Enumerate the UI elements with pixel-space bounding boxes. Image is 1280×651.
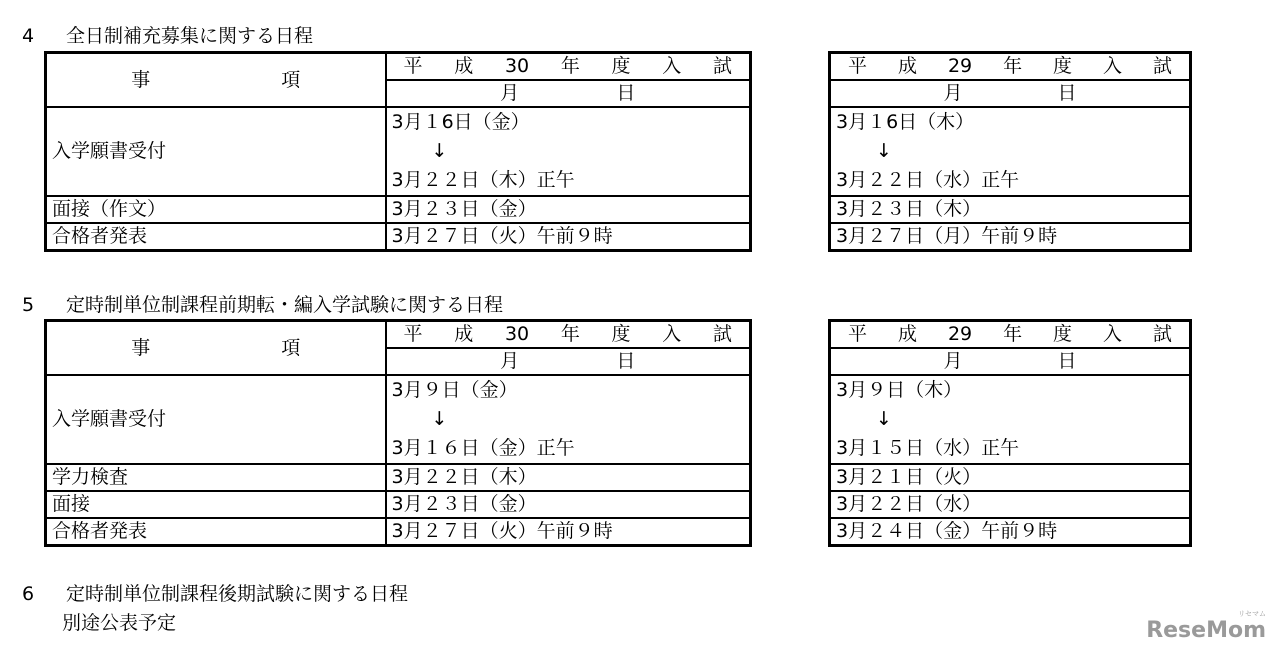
date-line: 3月９日（木） xyxy=(836,379,963,401)
table-row xyxy=(830,375,1191,464)
date-line: 3月９日（金） xyxy=(391,379,518,401)
date-header-char: 月 xyxy=(943,82,963,104)
item-label-cell: 入学願書受付 xyxy=(46,375,386,464)
year-header-char: 試 xyxy=(1152,55,1172,77)
year-header-char: 成 xyxy=(897,55,917,77)
year-header-char: 30 xyxy=(504,55,530,77)
item-label-cell: 面接 xyxy=(46,491,386,518)
date-line: 3月２１日（火） xyxy=(836,466,982,488)
schedule-table-current xyxy=(44,51,752,252)
date-cell xyxy=(830,375,1191,464)
logo-text: ReseMom xyxy=(1146,618,1266,643)
item-header-char: 事 xyxy=(131,336,151,359)
date-line: 3月１6日（木） xyxy=(836,111,975,133)
year-header-char: 年 xyxy=(1003,55,1023,77)
section-6-note: 別途公表予定 xyxy=(62,612,177,634)
item-label-cell: 面接（作文） xyxy=(46,196,386,223)
table-row xyxy=(830,107,1191,196)
table-row xyxy=(830,223,1191,251)
date-header-char: 日 xyxy=(616,82,636,104)
section-6-heading xyxy=(22,582,408,606)
item-header-cell xyxy=(46,321,386,376)
schedule-table-previous xyxy=(828,51,1192,252)
section-title: 定時制単位制課程後期試験に関する日程 xyxy=(66,583,409,605)
date-line: 3月１6日（金） xyxy=(391,111,530,133)
year-header-char: 試 xyxy=(1152,323,1172,345)
section-5-heading xyxy=(22,293,503,317)
date-header-char: 日 xyxy=(1057,350,1077,372)
schedule-table-current xyxy=(44,319,752,547)
year-header-char: 成 xyxy=(454,55,474,77)
date-cell xyxy=(386,491,751,518)
table-row xyxy=(46,375,751,464)
year-header-char: 度 xyxy=(611,55,631,77)
date-header-cell xyxy=(386,348,751,375)
year-header-char: 平 xyxy=(848,55,868,77)
date-header-char: 月 xyxy=(943,350,963,372)
table-row xyxy=(830,491,1191,518)
date-cell xyxy=(386,464,751,491)
year-header-char: 年 xyxy=(1003,323,1023,345)
date-cell xyxy=(830,107,1191,196)
date-line: 3月１５日（水）正午 xyxy=(836,437,1020,459)
schedule-table-previous xyxy=(828,319,1192,547)
section-number: 5 xyxy=(22,294,35,316)
date-cell xyxy=(386,196,751,223)
item-label-cell: 入学願書受付 xyxy=(46,107,386,196)
item-label-cell: 合格者発表 xyxy=(46,518,386,546)
date-header-char: 月 xyxy=(500,82,520,104)
down-arrow-icon: ↓ xyxy=(431,140,448,162)
year-header-char: 試 xyxy=(712,55,732,77)
date-cell xyxy=(386,518,751,546)
year-header-char: 度 xyxy=(611,323,631,345)
table-row xyxy=(830,464,1191,491)
table-row xyxy=(46,491,751,518)
date-line: 3月２３日（金） xyxy=(391,198,537,220)
item-header-char: 事 xyxy=(131,68,151,91)
year-header-char: 29 xyxy=(947,323,973,345)
year-header-cell xyxy=(830,53,1191,81)
resemom-logo xyxy=(1146,610,1266,643)
section-title: 全日制補充募集に関する日程 xyxy=(66,25,314,47)
year-header-char: 成 xyxy=(897,323,917,345)
year-header-char: 入 xyxy=(662,323,682,345)
year-header-char: 平 xyxy=(403,323,423,345)
date-header-cell xyxy=(830,80,1191,107)
date-cell xyxy=(386,107,751,196)
date-header-char: 日 xyxy=(1057,82,1077,104)
year-header-char: 年 xyxy=(560,55,580,77)
date-header-char: 日 xyxy=(616,350,636,372)
date-line: 3月２７日（月）午前９時 xyxy=(836,225,1058,247)
section-4-heading xyxy=(22,24,313,48)
date-line: 3月２２日（木）正午 xyxy=(391,169,575,191)
item-label-cell: 合格者発表 xyxy=(46,223,386,251)
table-row xyxy=(46,518,751,546)
year-header-char: 度 xyxy=(1053,55,1073,77)
date-line: 3月２７日（火）午前９時 xyxy=(391,520,613,542)
year-header-char: 29 xyxy=(947,55,973,77)
date-header-cell xyxy=(830,348,1191,375)
table-row xyxy=(830,196,1191,223)
item-header-char: 項 xyxy=(281,68,301,91)
table-row xyxy=(46,223,751,251)
date-cell xyxy=(830,518,1191,546)
date-line: 3月２４日（金）午前９時 xyxy=(836,520,1058,542)
date-line: 3月１６日（金）正午 xyxy=(391,437,575,459)
date-cell xyxy=(830,491,1191,518)
table-row xyxy=(46,464,751,491)
date-header-cell xyxy=(386,80,751,107)
date-line: 3月２２日（水）正午 xyxy=(836,169,1020,191)
date-cell xyxy=(830,223,1191,251)
date-header-char: 月 xyxy=(500,350,520,372)
date-cell xyxy=(386,375,751,464)
year-header-char: 年 xyxy=(560,323,580,345)
date-cell xyxy=(830,464,1191,491)
year-header-char: 度 xyxy=(1053,323,1073,345)
date-line: 3月２２日（水） xyxy=(836,493,982,515)
year-header-char: 入 xyxy=(1103,55,1123,77)
year-header-char: 入 xyxy=(1103,323,1123,345)
year-header-char: 入 xyxy=(662,55,682,77)
logo-subtext: リセマム xyxy=(1238,610,1266,618)
date-cell xyxy=(830,196,1191,223)
year-header-cell xyxy=(386,53,751,81)
date-line: 3月２３日（木） xyxy=(836,198,982,220)
table-row xyxy=(46,196,751,223)
down-arrow-icon: ↓ xyxy=(876,408,892,430)
item-header-cell xyxy=(46,53,386,108)
table-row xyxy=(830,518,1191,546)
year-header-char: 30 xyxy=(504,323,530,345)
down-arrow-icon: ↓ xyxy=(431,408,448,430)
date-line: 3月２２日（木） xyxy=(391,466,537,488)
item-header-char: 項 xyxy=(281,336,301,359)
year-header-cell xyxy=(386,321,751,349)
year-header-char: 成 xyxy=(454,323,474,345)
year-header-char: 平 xyxy=(403,55,423,77)
down-arrow-icon: ↓ xyxy=(876,140,892,162)
table-row xyxy=(46,107,751,196)
item-label-cell: 学力検査 xyxy=(46,464,386,491)
section-number: 6 xyxy=(22,583,35,605)
section-number: 4 xyxy=(22,25,35,47)
year-header-char: 平 xyxy=(848,323,868,345)
year-header-cell xyxy=(830,321,1191,349)
year-header-char: 試 xyxy=(712,323,732,345)
date-cell xyxy=(386,223,751,251)
date-line: 3月２７日（火）午前９時 xyxy=(391,225,613,247)
section-title: 定時制単位制課程前期転・編入学試験に関する日程 xyxy=(66,294,504,316)
date-line: 3月２３日（金） xyxy=(391,493,537,515)
